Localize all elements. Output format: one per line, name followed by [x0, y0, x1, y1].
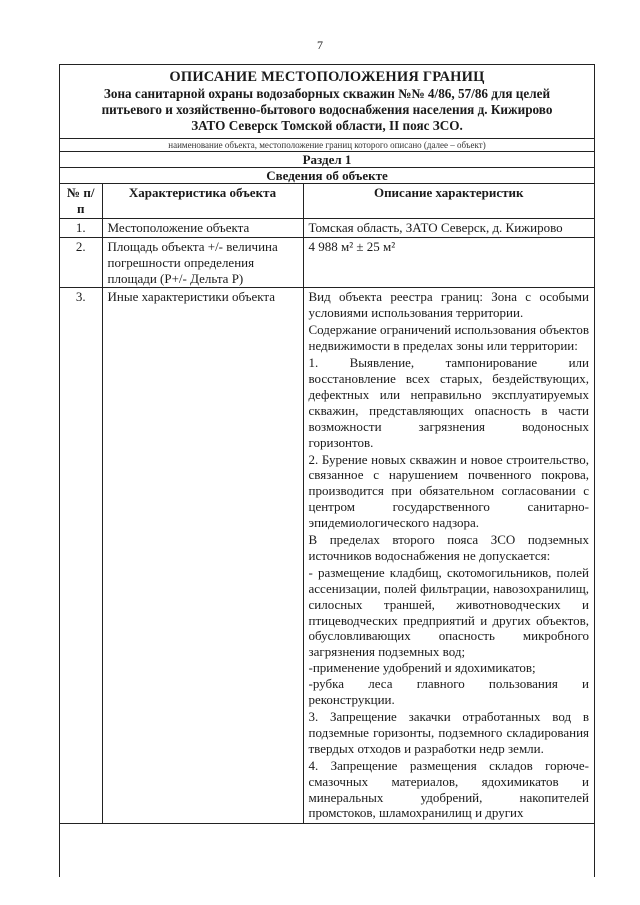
row-characteristic: Местоположение объекта — [102, 218, 303, 237]
row-number: 1. — [60, 218, 102, 237]
description-paragraph: 1. Выявление, тампонирование или восстановление всех старых, бездействующих, дефектных или неправильно эксплуатируемых скважин, представляющих опасность в части возможности загрязнения водоносных горизонтов. — [308, 355, 589, 450]
table-row — [60, 288, 594, 824]
description-paragraph: -рубка леса главного пользования и реконструкции. — [308, 676, 589, 708]
row-description: 4 988 м² ± 25 м² — [303, 237, 594, 288]
row-characteristic: Иные характеристики объекта — [102, 288, 303, 824]
description-paragraph: 2. Бурение новых скважин и новое строительство, связанное с нарушением почвенного покрова, производится при обязательном согласовании с центром государственного санитарно-эпидемиологического надзора. — [308, 451, 589, 531]
description-paragraph: - размещение кладбищ, скотомогильников, полей ассенизации, полей фильтрации, навозохранилищ, силосных траншей, животноводческих и птицеводческих предприятий и других объектов, обусловливающих опасность микробного загрязнения подземных вод; — [308, 564, 589, 660]
row-number: 3. — [60, 288, 102, 824]
description-paragraph: 3. Запрещение закачки отработанных вод в подземные горизонты, подземного складирования твердых отходов и разработки недр земли. — [308, 709, 589, 756]
page-number: 7 — [317, 38, 323, 52]
object-caption: наименование объекта, местоположение границ которого описано (далее – объект) — [60, 139, 594, 152]
row-number: 2. — [60, 237, 102, 288]
title-line-1: Зона санитарной охраны водозаборных скважин №№ 4/86, 57/86 для целей — [103, 86, 551, 101]
description-paragraph: Вид объекта реестра границ: Зона с особыми условиями использования территории. — [308, 289, 589, 321]
section-heading: Раздел 1 — [60, 152, 594, 168]
column-header-num: № п/п — [60, 184, 102, 218]
column-header-description: Описание характеристик — [303, 184, 594, 218]
table-row — [60, 218, 594, 237]
table-header-row — [60, 184, 594, 218]
title-line-3: ЗАТО Северск Томской области, II пояс ЗСО. — [191, 118, 463, 133]
description-paragraph: 4. Запрещение размещения складов горюче-смазочных материалов, ядохимикатов и минеральных удобрений, накопителей промстоков, шламохранилищ и других — [308, 757, 589, 821]
document-title: ОПИСАНИЕ МЕСТОПОЛОЖЕНИЯ ГРАНИЦ — [169, 69, 485, 85]
description-paragraph: Содержание ограничений использования объектов недвижимости в пределах зоны или территории: — [308, 322, 589, 354]
column-header-characteristic: Характеристика объекта — [102, 184, 303, 218]
description-paragraph: -применение удобрений и ядохимикатов; — [308, 660, 536, 676]
object-info-table — [60, 184, 594, 824]
subsection-heading: Сведения об объекте — [60, 168, 594, 184]
title-block — [60, 65, 594, 139]
row-characteristic: Площадь объекта +/- величина погрешности определения площади (Р+/- Дельта Р) — [102, 237, 303, 288]
row-description: Томская область, ЗАТО Северск, д. Кижирово — [303, 218, 594, 237]
title-line-2: питьевого и хозяйственно-бытового водоснабжения населения д. Кижирово — [101, 102, 553, 117]
document-frame — [59, 64, 595, 877]
table-row — [60, 237, 594, 288]
description-paragraph: В пределах второго пояса ЗСО подземных источников водоснабжения не допускается: — [308, 532, 589, 563]
row-description — [303, 288, 594, 824]
